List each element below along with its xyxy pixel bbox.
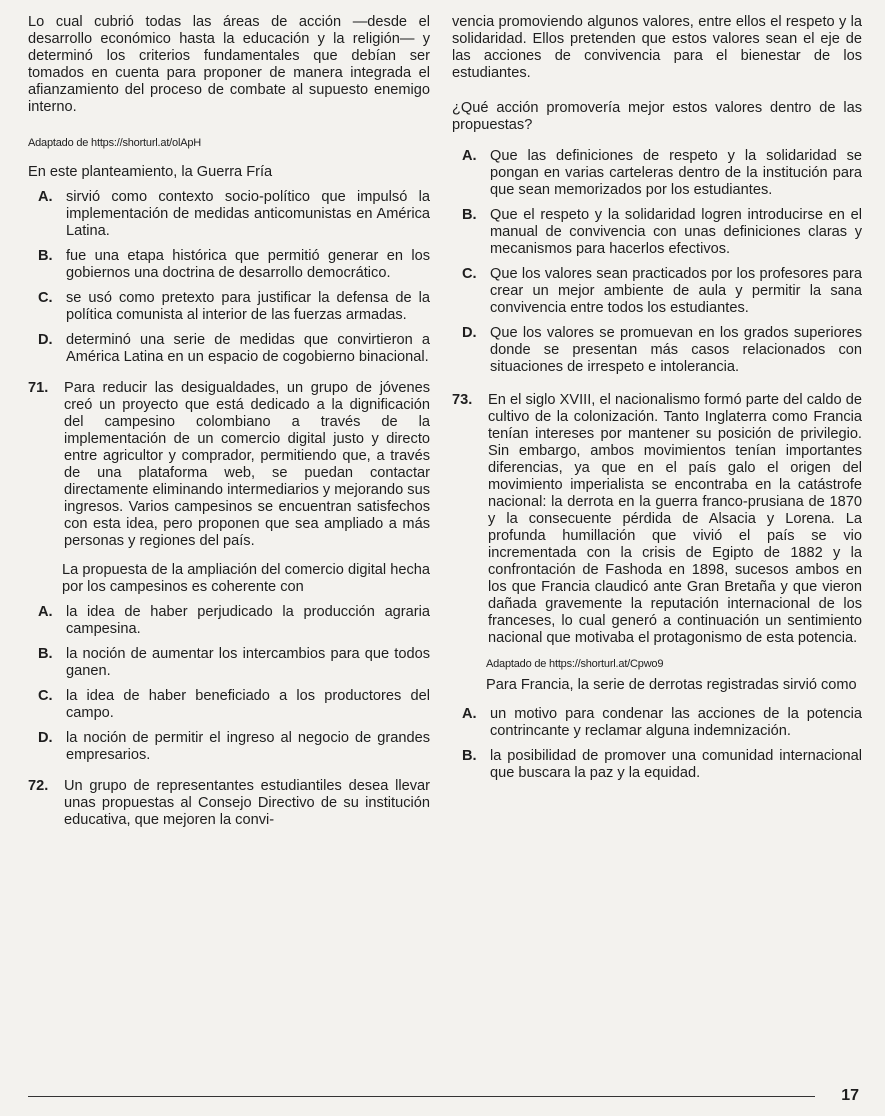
- question-number: 72.: [28, 778, 49, 794]
- question-text: En el siglo XVIII, el nacionalismo formó parte del caldo de cultivo de la colonización. Tanto Inglaterra como Francia tenían intereses por mantener su posición de privilegio. Sin embargo, ambos movimientos tenían importantes diferencias, ya que en el país galo el origen del movimiento imperialista se encontraba en la catástrofe nacional: la derrota en la guerra franco-prusiana de 1870 y la consecuente pérdida de Alsacia y Lorena. La profunda humillación que vivió el país se vio incrementada con la crisis de Egipto de 1882 y la confrontación de Fashoda en 1898, sucesos ambos en los que Francia claudicó ante Gran Bretaña y que vieron dañada gravemente la reputación internacional de los franceses, lo cual generó a continuación un sentimiento nacional que motivaba el protagonismo de esta potencia.: [488, 392, 862, 646]
- answer-option-c[interactable]: [28, 688, 430, 722]
- footer-divider: [28, 1096, 815, 1097]
- option-text: la noción de aumentar los intercambios para que todos ganen.: [66, 646, 430, 679]
- option-letter: A.: [462, 706, 477, 722]
- answer-option-d[interactable]: [28, 730, 430, 764]
- intro-paragraph: Lo cual cubrió todas las áreas de acción —desde el desarrollo económico hasta la educación y la religión— y determinó los criterios fundamentales que debían ser tomados en cuenta para proponer de manera integrada el afianzamiento del proceso de combate al supuesto enemigo interno.: [28, 14, 430, 115]
- option-letter: B.: [462, 748, 477, 764]
- answer-option-a[interactable]: [28, 604, 430, 638]
- answer-option-b[interactable]: [452, 748, 862, 782]
- question-text: Para reducir las desigualdades, un grupo de jóvenes creó un proyecto que está dedicado a la dignificación del campesino colombiano a través de la implementación de un comercio digital justo y directo entre agricultor y comprador, permitiendo que, a través de una plataforma web, se puedan contactar directamente eliminando intermediarios y mejorando sus ingresos. Varios campesinos se encuentran satisfechos con esta idea, pero proponen que sea ampliado a más personas y regiones del país.: [64, 380, 430, 549]
- option-text: la idea de haber beneficiado a los productores del campo.: [66, 688, 430, 721]
- option-text: Que las definiciones de respeto y la solidaridad se pongan en varias carteleras dentro de la institución para que sean memorizados por los estudiantes.: [490, 148, 862, 198]
- left-column: [28, 14, 430, 829]
- question-stem: Para Francia, la serie de derrotas registradas sirvió como: [486, 677, 857, 693]
- answer-option-a[interactable]: [452, 706, 862, 740]
- question-text: Un grupo de representantes estudiantiles desea llevar unas propuestas al Consejo Directivo de su institución educativa, que mejoren la convi-: [64, 778, 430, 828]
- option-letter: B.: [38, 646, 53, 662]
- question-number: 73.: [452, 392, 473, 408]
- option-text: sirvió como contexto socio-político que impulsó la implementación de medidas anticomunistas en América Latina.: [66, 189, 430, 239]
- option-letter: D.: [38, 730, 53, 746]
- source-citation: Adaptado de https://shorturl.at/olApH: [28, 137, 201, 149]
- option-text: Que el respeto y la solidaridad logren introducirse en el manual de convivencia con unas definiciones claras y mecanismos para hacerlos efectivos.: [490, 207, 862, 257]
- answer-option-d[interactable]: [28, 332, 430, 366]
- option-letter: A.: [462, 148, 477, 164]
- source-citation: Adaptado de https://shorturl.at/Cpwo9: [486, 658, 664, 670]
- answer-option-c[interactable]: [28, 290, 430, 324]
- answer-option-b[interactable]: [452, 207, 862, 258]
- option-letter: C.: [38, 290, 53, 306]
- answer-option-d[interactable]: [452, 325, 862, 376]
- answer-option-b[interactable]: [28, 646, 430, 680]
- question-stem: En este planteamiento, la Guerra Fría: [28, 164, 273, 180]
- option-letter: C.: [38, 688, 53, 704]
- option-letter: D.: [462, 325, 477, 341]
- answer-option-b[interactable]: [28, 248, 430, 282]
- question-stem: ¿Qué acción promovería mejor estos valores dentro de las propuestas?: [452, 100, 862, 133]
- answer-option-c[interactable]: [452, 266, 862, 317]
- option-text: se usó como pretexto para justificar la defensa de la política comunista al interior de las fuerzas armadas.: [66, 290, 430, 323]
- option-letter: B.: [462, 207, 477, 223]
- option-letter: B.: [38, 248, 53, 264]
- option-letter: A.: [38, 189, 53, 205]
- option-text: la noción de permitir el ingreso al negocio de grandes empresarios.: [66, 730, 430, 763]
- question-stem: La propuesta de la ampliación del comercio digital hecha por los campesinos es coherente con: [62, 562, 430, 595]
- option-text: Que los valores se promuevan en los grados superiores donde se presentan más casos relacionados con situaciones de irrespeto e intolerancia.: [490, 325, 862, 375]
- question-number: 71.: [28, 380, 49, 396]
- option-letter: C.: [462, 266, 477, 282]
- question-72-continuation: vencia promoviendo algunos valores, entre ellos el respeto y la solidaridad. Ellos pretenden que estos valores sean el eje de las acciones de convivencia para el bienestar de los estudiantes.: [452, 14, 862, 81]
- option-text: un motivo para condenar las acciones de la potencia contrincante y reclamar alguna indemnización.: [490, 706, 862, 739]
- option-text: la posibilidad de promover una comunidad internacional que buscara la paz y la equidad.: [490, 748, 862, 781]
- option-text: la idea de haber perjudicado la producción agraria campesina.: [66, 604, 430, 637]
- option-letter: A.: [38, 604, 53, 620]
- option-text: fue una etapa histórica que permitió generar en los gobiernos una doctrina de desarrollo democrático.: [66, 248, 430, 281]
- right-column: [452, 14, 862, 782]
- option-text: Que los valores sean practicados por los profesores para crear un mejor ambiente de aula y permitir la sana convivencia entre todos los estudiantes.: [490, 266, 862, 316]
- page-number: 17: [841, 1087, 859, 1104]
- question-73: [452, 392, 862, 647]
- option-letter: D.: [38, 332, 53, 348]
- option-text: determinó una serie de medidas que convirtieron a América Latina en un espacio de cogobierno binacional.: [66, 332, 430, 365]
- answer-option-a[interactable]: [28, 189, 430, 240]
- answer-option-a[interactable]: [452, 148, 862, 199]
- question-72: [28, 778, 430, 829]
- question-71: [28, 380, 430, 550]
